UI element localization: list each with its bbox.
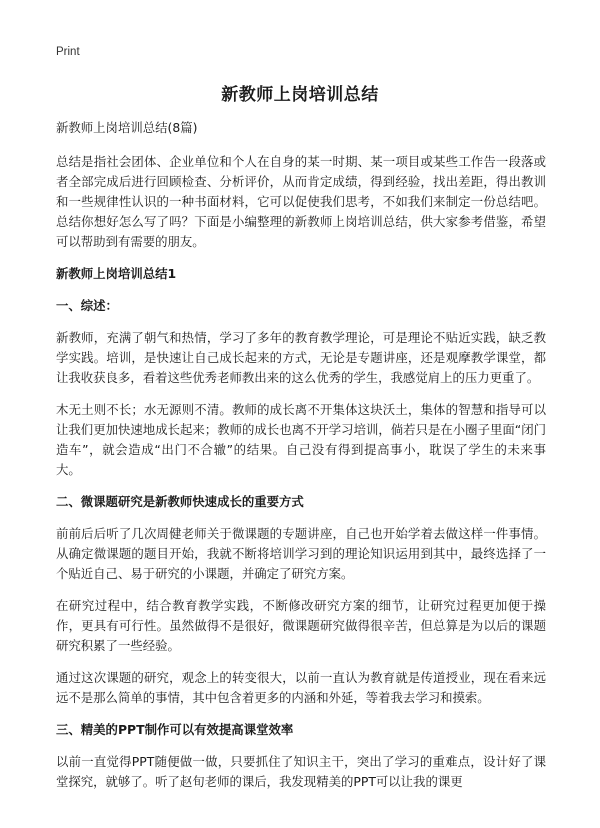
section-title: 新教师上岗培训总结1 xyxy=(56,266,177,281)
paragraph: 木无土则不长；水无源则不清。教师的成长离不开集体这块沃土，集体的智慧和指导可以让我们更加快速地成长起来；教师的成长也离不开学习培训，倘若只是在小圈子里面“闭门造车”，就会造成“出门不合辙”的结果。自己没有得到提高事小，耽误了学生的未来事大。 xyxy=(56,402,546,477)
heading-ppt: 三、精美的PPT制作可以有效提高课堂效率 xyxy=(56,722,294,737)
paragraph: 通过这次课题的研究，观念上的转变很大，以前一直认为教育就是传道授业，现在看来远远不是那么简单的事情，其中包含着更多的内涵和外延，等着我去学习和摸索。 xyxy=(56,670,546,705)
paragraph: 以前一直觉得PPT随便做一做，只要抓住了知识主干，突出了学习的重难点，设计好了课堂探究，就够了。听了赵旬老师的课后，我发现精美的PPT可以让我的课更 xyxy=(56,754,546,789)
paragraph: 新教师，充满了朝气和热情，学习了多年的教育教学理论，可是理论不贴近实践，缺乏教学实践。培训，是快速让自己成长起来的方式，无论是专题讲座，还是观摩教学课堂，都让我收获良多，看着这些优秀老师教出来的这么优秀的学生，我感觉肩上的压力更重了。 xyxy=(56,330,546,385)
heading-overview: 一、综述： xyxy=(56,298,118,313)
heading-micro-research: 二、微课题研究是新教师快速成长的重要方式 xyxy=(56,494,304,509)
document-subtitle: 新教师上岗培训总结(8篇) xyxy=(56,120,198,135)
document-title: 新教师上岗培训总结 xyxy=(221,85,379,105)
print-link[interactable]: Print xyxy=(56,46,80,58)
intro-paragraph: 总结是指社会团体、企业单位和个人在自身的某一时期、某一项目或某些工作告一段落或者全部完成后进行回顾检查、分析评价，从而肯定成绩，得到经验，找出差距，得出教训和一些规律性认识的一种书面材料，它可以促使我们思考，不如我们来制定一份总结吧。总结你想好怎么写了吗？下面是小编整理的新教师上岗培训总结，供大家参考借鉴，希望可以帮助到有需要的朋友。 xyxy=(56,154,546,249)
paragraph: 在研究过程中，结合教育教学实践，不断修改研究方案的细节，让研究过程更加便于操作，更具有可行性。虽然做得不是很好，微课题研究做得很辛苦，但总算是为以后的课题研究积累了一些经验。 xyxy=(56,598,546,653)
paragraph: 前前后后听了几次周健老师关于微课题的专题讲座，自己也开始学着去做这样一件事情。从确定微课题的题目开始，我就不断将培训学习到的理论知识运用到其中，最终选择了一个贴近自己、易于研究的小课题，并确定了研究方案。 xyxy=(56,526,546,581)
document-body xyxy=(56,118,546,804)
